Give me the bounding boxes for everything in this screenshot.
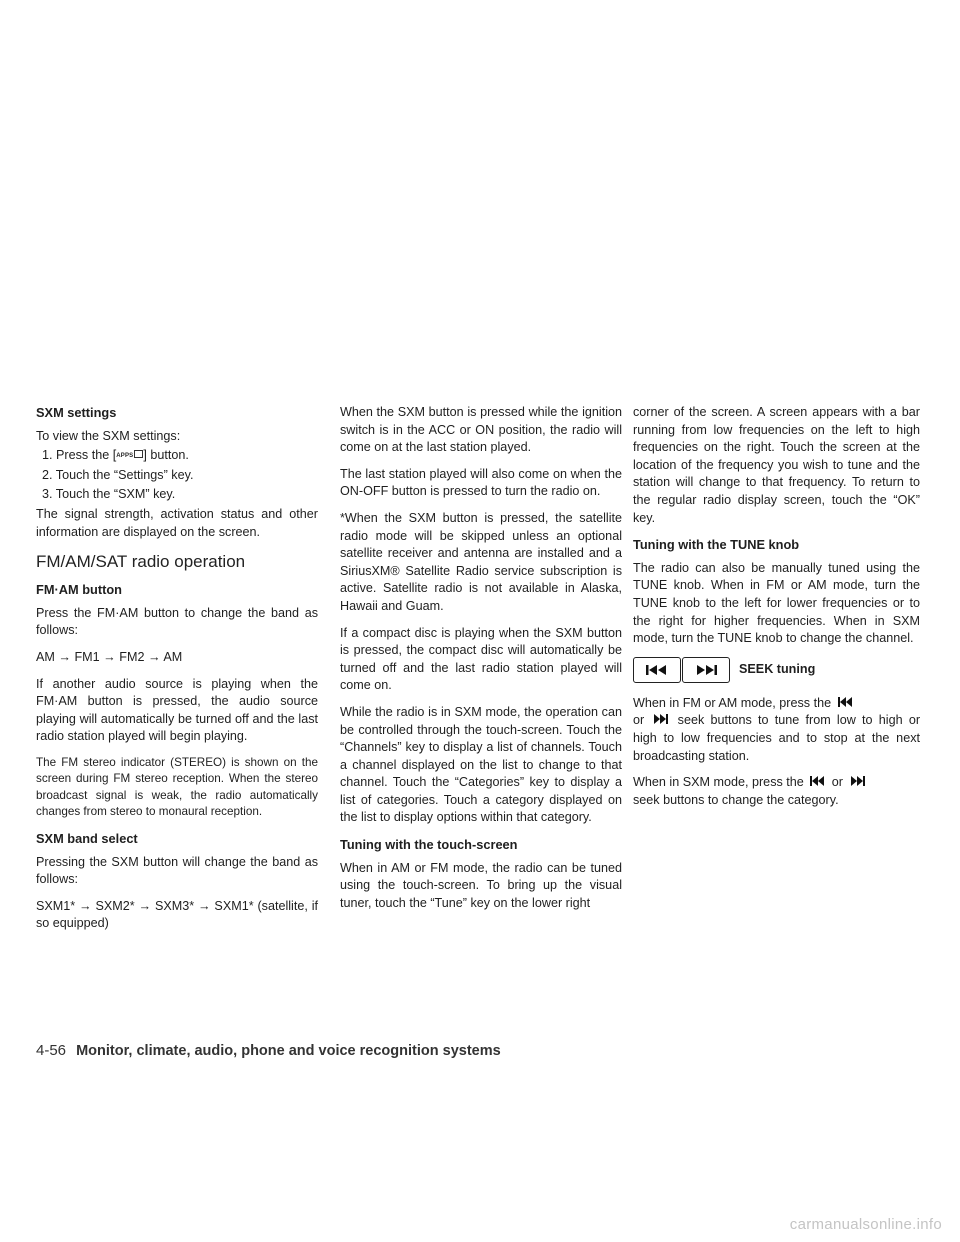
apps-button-icon: APPS bbox=[116, 450, 143, 460]
fmam-paragraph-2: If another audio source is playing when the FM·AM button is pressed, the audio source playing will automatically be turned off and the last radio station played will begin playing. bbox=[36, 676, 318, 744]
page-footer bbox=[36, 1042, 501, 1059]
fmam-paragraph-3: The FM stereo indicator (STEREO) is shown on the screen during FM stereo reception. When the stereo broadcast signal is weak, the radio automatically changes from stereo to monaural reception. bbox=[36, 755, 318, 819]
seek-tuning-row bbox=[633, 657, 920, 683]
step-3 bbox=[36, 486, 318, 504]
sxm-band-heading: SXM band select bbox=[36, 830, 138, 846]
col3-paragraph-1: corner of the screen. A screen appears with a bar running from low frequencies on the left to high frequencies on the right. Touch the screen at the location of the frequency you wish to tune and the station will change to that frequency. To return to the regular radio display screen, touch the “OK” key. bbox=[633, 405, 920, 525]
tune-knob-heading: Tuning with the TUNE knob bbox=[633, 537, 800, 553]
col3-paragraph-2: The radio can also be manually tuned using the TUNE knob. When in FM or AM mode, turn the TUNE knob to the left for lower frequencies or to the right for higher frequencies. When in SXM mode, turn the TUNE knob to change the channel. bbox=[633, 560, 920, 646]
seek-back-icon bbox=[838, 697, 853, 707]
page-number: 4-56 bbox=[36, 1042, 67, 1059]
fmam-sequence: AM → FM1 → FM2 → AM bbox=[36, 649, 183, 664]
step-text: Touch the “Settings” key. bbox=[55, 467, 194, 482]
sxm-band-sequence: SXM1* → SXM2* → SXM3* → SXM1* (satellite, if so equipped) bbox=[36, 898, 318, 931]
seek-forward-icon bbox=[653, 714, 668, 724]
chapter-title: Monitor, climate, audio, phone and voice recognition systems bbox=[76, 1043, 501, 1059]
seek-paragraph-1: When in FM or AM mode, press the or seek buttons to tune from low to high or high to low frequencies and to stop at the next broadcasting station. bbox=[633, 695, 921, 763]
fmam-paragraph-1: Press the FM·AM button to change the band as follows: bbox=[36, 605, 318, 638]
seek-tuning-label: SEEK tuning bbox=[739, 661, 816, 676]
column-2 bbox=[340, 404, 622, 921]
col2-paragraph-4: If a compact disc is playing when the SXM button is pressed, the compact disc will automatically be turned off and the last radio station played will come on. bbox=[340, 625, 622, 693]
sxm-settings-steps bbox=[36, 447, 318, 504]
touch-screen-heading: Tuning with the touch-screen bbox=[340, 837, 518, 853]
step-number: 3. bbox=[42, 487, 53, 502]
step-1 bbox=[36, 447, 318, 465]
sxm-settings-info: The signal strength, activation status and other information are displayed on the screen. bbox=[36, 506, 318, 539]
seek-back-icon bbox=[810, 776, 825, 786]
step-number: 2. bbox=[42, 467, 53, 482]
seek-forward-icon bbox=[682, 657, 730, 683]
col2-paragraph-5: While the radio is in SXM mode, the operation can be controlled through the touch-screen. Touch the “Channels” key to display a list of channels. Touch a channel displayed on the list to change to that channel. Touch the “Categories” key to display a list of categories. Touch a category displayed on the list to display options within that category. bbox=[340, 704, 622, 825]
col2-paragraph-3: *When the SXM button is pressed, the satellite radio mode will be skipped unless an optional satellite receiver and antenna are installed and a SiriusXM® Satellite Radio service subscription is active. Satellite radio is not available in Alaska, Hawaii and Guam. bbox=[340, 510, 622, 613]
step-text: Touch the “SXM” key. bbox=[55, 487, 176, 502]
seek-paragraph-2: When in SXM mode, press the or seek buttons to change the category. bbox=[633, 774, 920, 809]
sxm-band-paragraph: Pressing the SXM button will change the band as follows: bbox=[36, 854, 318, 887]
col2-paragraph-1: When the SXM button is pressed while the ignition switch is in the ACC or ON position, the radio will come on at the last station played. bbox=[340, 405, 622, 455]
col2-paragraph-2: The last station played will also come on when the ON-OFF button is pressed to turn the radio on. bbox=[340, 466, 622, 499]
section-title: FM/AM/SAT radio operation bbox=[36, 552, 246, 572]
seek-forward-icon bbox=[850, 776, 865, 786]
step-text: Press the [ bbox=[56, 448, 117, 463]
fmam-heading: FM·AM button bbox=[36, 582, 122, 598]
step-text: ] button. bbox=[143, 448, 189, 463]
sxm-settings-heading: SXM settings bbox=[36, 405, 117, 420]
col2-paragraph-6: When in AM or FM mode, the radio can be tuned using the touch-screen. To bring up the visual tuner, touch the “Tune” key on the lower right bbox=[340, 860, 622, 910]
column-3 bbox=[633, 404, 920, 818]
step-number: 1. bbox=[42, 448, 53, 463]
seek-back-icon bbox=[633, 657, 681, 683]
column-1 bbox=[36, 404, 318, 942]
sxm-settings-intro: To view the SXM settings: bbox=[36, 428, 181, 443]
watermark: carmanualsonline.info bbox=[789, 1216, 942, 1233]
step-2 bbox=[36, 467, 318, 485]
